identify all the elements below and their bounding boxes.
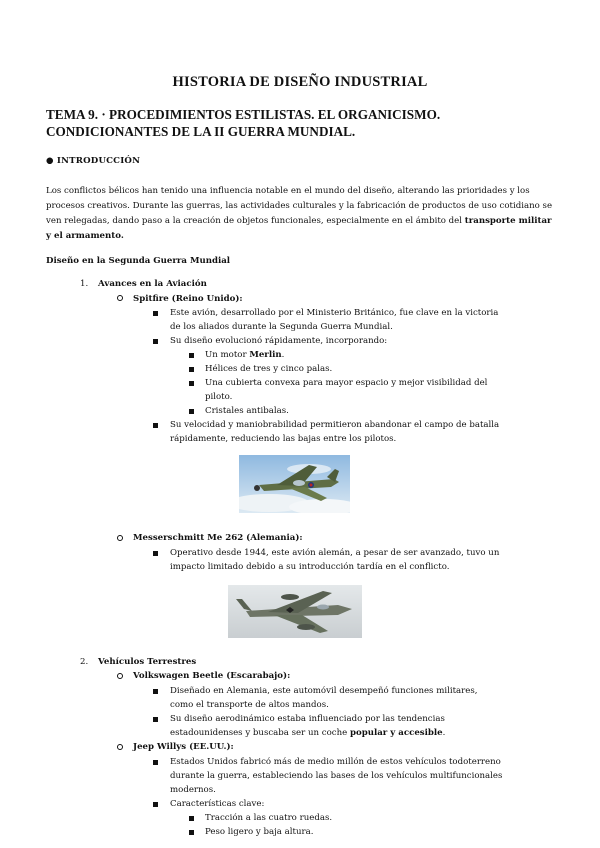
topic-heading: TEMA 9. · PROCEDIMIENTOS ESTILISTAS. EL ORGANICISMO. CONDICIONANTES DE LA II GUERRA MUNDIAL. [46,107,441,139]
me262-image [228,585,362,638]
spitfire-feature-canopy-cont: piloto. [205,392,233,402]
me262-point-1-cont: impacto limitado debido a su introducción tardía en el conflicto. [170,562,450,572]
square-bullet-icon [189,405,194,419]
spitfire-feature-engine [205,348,284,362]
vw-heading: Volkswagen Beetle (Escarabajo): [133,671,291,681]
square-bullet-icon [153,713,158,727]
square-bullet-icon [189,349,194,363]
vw-text: estadounidenses y buscaba ser un coche [170,728,350,738]
intro-text: Los conflictos bélicos han tenido una influencia notable en el mundo del diseño, alterando las prioridades y los procesos creativos. Durante las guerras, las actividades culturales y la fabricación de productos de uso cotidiano se ven relegadas, dando paso a la creación de objetos funcionales, especialmente en el ámbito del [46,186,553,226]
square-bullet-icon [153,307,158,321]
spitfire-point-2: Su diseño evolucionó rápidamente, incorporando: [170,336,388,346]
vw-point-1: Diseñado en Alemania, este automóvil desempeñó funciones militares, [170,686,478,696]
list-number-2: 2. [80,657,89,667]
circle-bullet-icon [117,292,123,306]
jeep-point-1-cont2: modernos. [170,785,216,795]
vw-text-bold: popular y accesible [349,728,443,738]
jeep-point-1-cont: durante la guerra, estableciendo las bases de los vehículos multifuncionales [170,771,503,781]
intro-text-bold: transporte militar y el armamento. [46,216,552,241]
list-number-1: 1. [80,279,89,289]
spitfire-illustration [239,455,350,513]
circle-bullet-icon [117,532,123,546]
spitfire-feature-glass: Cristales antibalas. [205,406,289,416]
document-title: HISTORIA DE DISEÑO INDUSTRIAL [172,74,428,90]
section-title: Diseño en la Segunda Guerra Mundial [46,256,231,266]
jeep-feature-weight: Peso ligero y baja altura. [205,827,314,837]
square-bullet-icon [189,363,194,377]
square-bullet-icon [153,685,158,699]
feature-text-bold: Merlin [249,350,282,360]
square-bullet-icon [153,419,158,433]
square-bullet-icon [153,335,158,349]
jeep-heading: Jeep Willys (EE.UU.): [133,742,234,752]
jeep-feature-traction: Tracción a las cuatro ruedas. [205,813,333,823]
circle-bullet-icon [117,741,123,755]
square-bullet-icon [153,547,158,561]
spitfire-point-3: Su velocidad y maniobrabilidad permitieron abandonar el campo de batalla [170,420,500,430]
circle-bullet-icon [117,670,123,684]
feature-text: Un motor [205,350,250,360]
feature-text: . [281,350,285,360]
vehicles-heading: Vehículos Terrestres [98,657,197,667]
spitfire-image [239,455,350,513]
spitfire-point-1-cont: de los aliados durante la Segunda Guerra Mundial. [170,322,393,332]
jeep-point-2: Características clave: [170,799,265,809]
vw-text: . [442,728,446,738]
spitfire-point-1: Este avión, desarrollado por el Ministerio Británico, fue clave en la victoria [170,308,499,318]
spitfire-feature-propellers: Hélices de tres y cinco palas. [205,364,333,374]
square-bullet-icon [189,812,194,826]
square-bullet-icon [153,798,158,812]
me262-point-1: Operativo desde 1944, este avión alemán, a pesar de ser avanzado, tuvo un [170,548,500,558]
intro-paragraph [46,184,556,244]
spitfire-heading: Spitfire (Reino Unido): [133,294,243,304]
vw-point-2-cont [170,726,445,740]
me262-illustration [228,585,362,638]
spitfire-point-3-cont: rápidamente, reduciendo las bajas entre los pilotos. [170,434,397,444]
aviation-heading: Avances en la Aviación [98,279,207,289]
vw-point-1-cont: como el transporte de altos mandos. [170,700,329,710]
square-bullet-icon [189,377,194,391]
jeep-point-1: Estados Unidos fabricó más de medio millón de estos vehículos todoterreno [170,757,501,767]
square-bullet-icon [153,756,158,770]
spitfire-feature-canopy: Una cubierta convexa para mayor espacio y mejor visibilidad del [205,378,488,388]
vw-point-2: Su diseño aerodinámico estaba influenciado por las tendencias [170,714,445,724]
intro-heading: ● INTRODUCCIÓN [46,156,141,166]
square-bullet-icon [189,826,194,840]
me262-heading: Messerschmitt Me 262 (Alemania): [133,533,303,543]
